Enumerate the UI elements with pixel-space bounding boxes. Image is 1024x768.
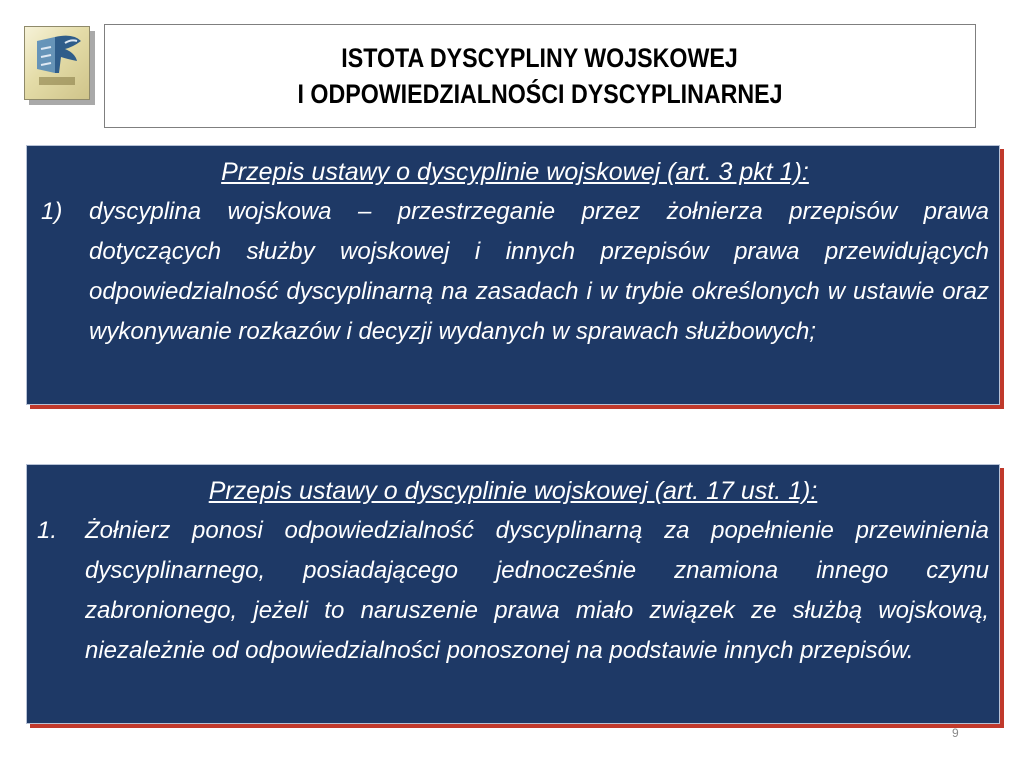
item-number: 1. — [37, 517, 58, 544]
page-number: 9 — [952, 726, 959, 740]
regulation-panel-art-17 — [26, 464, 1000, 724]
panel-heading: Przepis ustawy o dyscyplinie wojskowej (art. 3 pkt 1): — [221, 158, 809, 186]
emblem-graphic — [25, 27, 89, 99]
page-title-line-1: ISTOTA DYSCYPLINY WOJSKOWEJ — [341, 43, 739, 73]
list-item — [41, 192, 989, 352]
title-box — [104, 24, 976, 128]
list-item — [37, 511, 989, 671]
military-emblem-icon — [24, 26, 90, 100]
panel-heading: Przepis ustawy o dyscyplinie wojskowej (art. 17 ust. 1): — [208, 477, 818, 505]
page-title-line-2: I ODPOWIEDZIALNOŚCI DYSCYPLINARNEJ — [297, 79, 783, 109]
item-text: dyscyplina wojskowa – przestrzeganie przez żołnierza przepisów prawa dotyczących służby wojskowej i innych przepisów prawa przewidujących odpowiedzialność dyscyplinarną na zasadach i w trybie określonych w ustawie oraz wykonywanie rozkazów i decyzji wydanych w sprawach służbowych; — [89, 198, 989, 345]
item-number: 1) — [41, 198, 63, 225]
regulation-panel-art-3 — [26, 145, 1000, 405]
item-text: Żołnierz ponosi odpowiedzialność dyscyplinarną za popełnienie przewinienia dyscyplinarnego, posiadającego jednocześnie znamiona innego czynu zabronionego, jeżeli to naruszenie prawa miało związek ze służbą wojskową, niezależnie od odpowiedzialności ponoszonej na podstawie innych przepisów. — [85, 517, 989, 664]
